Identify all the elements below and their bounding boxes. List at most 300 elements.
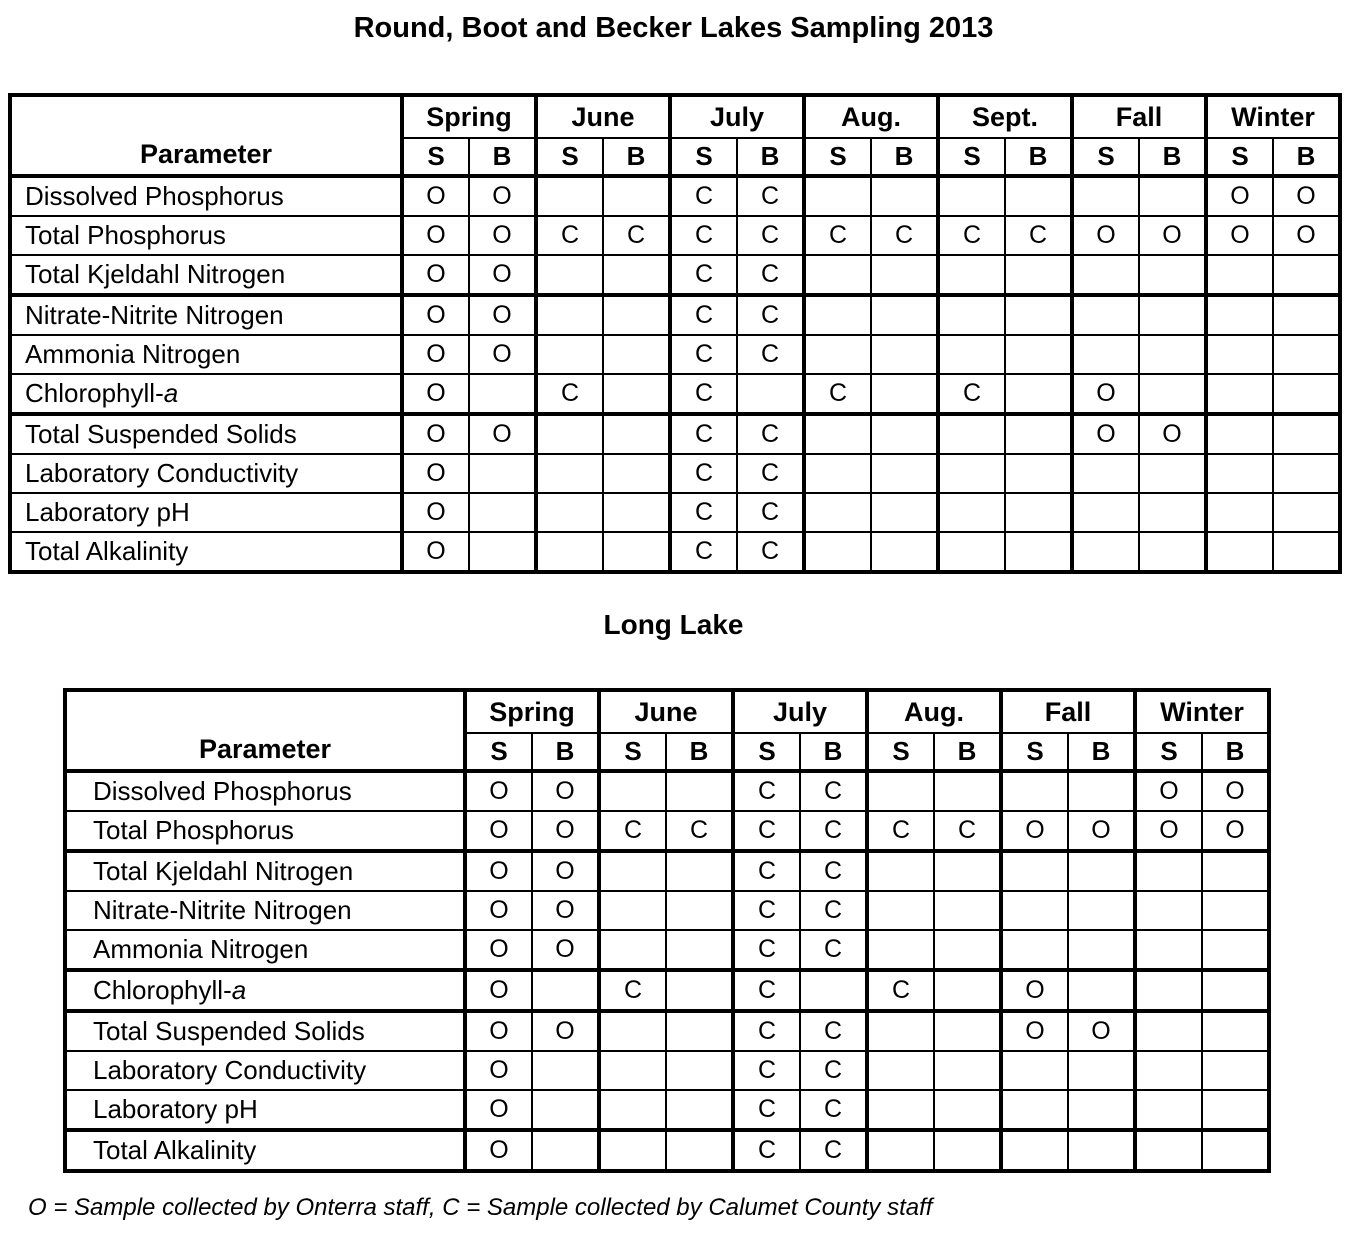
sample-cell [1202,1051,1269,1090]
sample-cell [1135,970,1202,1011]
sample-cell [1202,970,1269,1011]
sample-cell [1273,414,1340,454]
sample-cell: C [867,970,934,1011]
site-header: B [603,138,670,176]
parameter-row [10,335,1340,374]
sample-cell: C [670,374,737,414]
sample-cell [603,374,670,414]
sample-cell: C [603,216,670,255]
site-header: B [800,733,867,771]
sample-cell: O [1135,771,1202,811]
parameter-label: Chlorophyll-a [65,970,465,1011]
sample-cell [666,771,733,811]
sample-cell [469,454,536,493]
parameter-label: Total Alkalinity [65,1130,465,1171]
sample-cell [1139,374,1206,414]
sample-cell: O [469,295,536,335]
sample-cell [1072,295,1139,335]
sample-cell: C [800,891,867,930]
sample-cell: C [733,1011,800,1051]
sample-cell: O [469,216,536,255]
sample-cell [603,176,670,216]
sample-cell [867,1090,934,1130]
parameter-label: Ammonia Nitrogen [10,335,402,374]
sample-cell [938,295,1005,335]
site-header: S [1206,138,1273,176]
sample-cell [1135,1090,1202,1130]
sample-cell: O [532,891,599,930]
sample-cell [1135,1130,1202,1171]
parameter-row [10,414,1340,454]
sample-cell [1139,295,1206,335]
site-header: S [804,138,871,176]
sample-cell: C [599,811,666,851]
sample-cell [938,414,1005,454]
site-header: B [1202,733,1269,771]
sample-cell [1139,335,1206,374]
parameter-label: Total Kjeldahl Nitrogen [65,851,465,891]
sample-cell: O [402,255,469,295]
table-body [10,176,1340,572]
sample-cell [1139,532,1206,572]
parameter-label: Dissolved Phosphorus [65,771,465,811]
sample-cell: O [469,176,536,216]
sample-cell: O [402,216,469,255]
parameter-row [65,930,1269,970]
sample-cell: C [938,216,1005,255]
parameter-label: Laboratory pH [10,493,402,532]
sample-cell: O [1072,414,1139,454]
parameter-row [65,891,1269,930]
sample-cell: C [666,811,733,851]
parameter-label: Laboratory Conductivity [10,454,402,493]
sample-cell [666,970,733,1011]
sample-cell: O [1068,1011,1135,1051]
sample-cell: O [1072,374,1139,414]
table-body [65,771,1269,1171]
sample-cell [871,255,938,295]
sample-cell: C [733,970,800,1011]
sample-cell [934,1011,1001,1051]
sample-cell: C [599,970,666,1011]
sample-cell [1273,335,1340,374]
sample-cell [603,295,670,335]
sample-cell: O [402,176,469,216]
sample-cell: C [800,771,867,811]
sample-cell [666,1011,733,1051]
season-header: Aug. [804,95,938,138]
sample-cell [469,493,536,532]
sample-cell [867,1011,934,1051]
sample-cell: O [1202,811,1269,851]
round-boot-becker-sampling-table [8,93,1342,574]
sample-cell [1135,1011,1202,1051]
sample-cell: O [532,771,599,811]
sample-cell [1068,771,1135,811]
sample-cell [532,1130,599,1171]
sample-cell [1206,295,1273,335]
sample-cell [1001,1130,1068,1171]
sample-cell [666,891,733,930]
sample-cell [804,295,871,335]
sample-cell: C [867,811,934,851]
sample-cell [1068,970,1135,1011]
parameter-row [10,374,1340,414]
site-header: S [1072,138,1139,176]
sample-cell [804,176,871,216]
sample-cell: C [800,1051,867,1090]
sample-cell: C [737,255,804,295]
sample-cell [532,1090,599,1130]
sample-cell: O [532,1011,599,1051]
parameter-label: Laboratory Conductivity [65,1051,465,1090]
sample-cell: O [402,335,469,374]
sample-cell [1068,891,1135,930]
sample-cell: C [670,532,737,572]
season-header-row [65,690,1269,733]
sample-cell [1001,1090,1068,1130]
sample-cell [536,176,603,216]
sample-cell: C [737,216,804,255]
sample-cell: C [670,255,737,295]
sample-cell [1273,295,1340,335]
sample-cell: O [465,811,532,851]
sample-cell [871,493,938,532]
sample-cell: C [737,295,804,335]
site-header: B [1139,138,1206,176]
sample-cell [1001,891,1068,930]
parameter-row [65,970,1269,1011]
sample-cell: C [733,771,800,811]
season-header: June [536,95,670,138]
parameter-row [10,454,1340,493]
site-header: S [733,733,800,771]
sample-cell [867,1130,934,1171]
sample-cell [1273,255,1340,295]
parameter-label: Nitrate-Nitrite Nitrogen [10,295,402,335]
sample-cell: C [737,335,804,374]
sample-cell: C [800,1130,867,1171]
sample-cell [1202,1130,1269,1171]
sample-cell: C [804,374,871,414]
sample-cell: C [800,930,867,970]
site-header: S [670,138,737,176]
sample-cell: C [733,811,800,851]
sample-cell [1005,295,1072,335]
sample-cell [1072,454,1139,493]
site-header: B [737,138,804,176]
sample-cell: C [737,454,804,493]
sample-cell [1001,771,1068,811]
sample-cell [1068,1130,1135,1171]
sample-cell: O [402,295,469,335]
parameter-label: Ammonia Nitrogen [65,930,465,970]
sample-cell [1135,1051,1202,1090]
sample-cell [871,454,938,493]
sample-cell [1139,255,1206,295]
sample-cell: O [1001,1011,1068,1051]
long-lake-title: Long Lake [603,609,744,640]
sample-cell [1202,1011,1269,1051]
parameter-row [65,771,1269,811]
sample-cell: C [670,216,737,255]
sample-cell: C [1005,216,1072,255]
sample-cell [536,335,603,374]
parameter-label: Nitrate-Nitrite Nitrogen [65,891,465,930]
parameter-row [65,811,1269,851]
sample-cell: O [465,1090,532,1130]
sample-cell [599,851,666,891]
season-header: July [670,95,804,138]
site-header: S [938,138,1005,176]
parameter-label-italic-part: a [231,975,247,1005]
sample-cell [1139,176,1206,216]
sample-cell: C [536,216,603,255]
sample-cell [1072,255,1139,295]
sample-cell [934,891,1001,930]
sample-cell [1001,930,1068,970]
sample-cell: O [1206,176,1273,216]
sample-cell: O [402,454,469,493]
parameter-row [10,176,1340,216]
sample-cell: O [1001,811,1068,851]
sample-cell [737,374,804,414]
parameter-row [65,851,1269,891]
sample-cell [938,454,1005,493]
sample-cell: C [800,851,867,891]
site-header: B [871,138,938,176]
sample-cell [599,930,666,970]
sample-cell [469,374,536,414]
sample-cell [934,771,1001,811]
parameter-row [65,1011,1269,1051]
sample-cell [934,851,1001,891]
parameter-row [65,1090,1269,1130]
sample-cell [666,930,733,970]
site-header: B [1068,733,1135,771]
sample-cell [1068,1051,1135,1090]
sample-cell [804,493,871,532]
sample-cell [934,930,1001,970]
sample-cell: O [1139,216,1206,255]
sample-cell: C [737,532,804,572]
sample-cell: O [469,414,536,454]
parameter-row [65,1130,1269,1171]
parameter-row [10,295,1340,335]
sample-cell [804,532,871,572]
sample-cell: C [737,493,804,532]
season-header: Sept. [938,95,1072,138]
sample-cell [1139,493,1206,532]
sample-cell [1005,176,1072,216]
sample-cell [938,532,1005,572]
season-header: Winter [1135,690,1269,733]
sample-cell [1202,851,1269,891]
parameter-label: Dissolved Phosphorus [10,176,402,216]
sample-cell: C [804,216,871,255]
sample-cell [938,255,1005,295]
sample-cell: C [737,176,804,216]
sample-cell [867,1051,934,1090]
sample-cell [871,295,938,335]
sample-cell [938,335,1005,374]
sample-cell: O [532,811,599,851]
sample-cell [532,970,599,1011]
site-header: S [465,733,532,771]
sample-cell: C [670,335,737,374]
sample-cell: C [934,811,1001,851]
season-header: Aug. [867,690,1001,733]
sample-cell [1005,493,1072,532]
sample-cell [1206,335,1273,374]
sample-cell [599,771,666,811]
sample-cell [934,1090,1001,1130]
site-header: B [666,733,733,771]
sample-cell: O [1072,216,1139,255]
sample-cell: C [536,374,603,414]
sample-cell: O [465,1130,532,1171]
site-header: B [532,733,599,771]
sample-cell: O [465,851,532,891]
sample-cell [603,454,670,493]
sample-cell: O [402,374,469,414]
sample-cell [1273,374,1340,414]
parameter-label: Laboratory pH [65,1090,465,1130]
site-header: S [1001,733,1068,771]
parameter-label-italic-part: a [163,378,179,408]
season-header: Winter [1206,95,1340,138]
sample-cell: O [1139,414,1206,454]
sample-cell [800,970,867,1011]
sample-cell [1005,255,1072,295]
season-header: June [599,690,733,733]
sample-cell [1072,335,1139,374]
sample-cell [804,335,871,374]
sample-cell [871,335,938,374]
site-header: S [402,138,469,176]
site-header: S [536,138,603,176]
parameter-label: Total Suspended Solids [65,1011,465,1051]
sample-cell [1273,532,1340,572]
sample-cell: C [670,176,737,216]
parameter-row [65,1051,1269,1090]
sample-cell [934,1051,1001,1090]
sample-cell [1005,532,1072,572]
parameter-label: Total Suspended Solids [10,414,402,454]
sample-cell: O [402,532,469,572]
season-header: July [733,690,867,733]
sample-cell [603,493,670,532]
sample-cell: O [465,1051,532,1090]
parameter-row [10,216,1340,255]
sample-cell: O [532,851,599,891]
sample-cell [1068,930,1135,970]
sample-cell [599,1130,666,1171]
sample-cell: O [1273,216,1340,255]
sample-cell [1072,176,1139,216]
sample-cell [1206,493,1273,532]
sample-cell [1005,374,1072,414]
sample-cell: O [465,891,532,930]
table-header [10,95,1340,176]
season-header: Spring [465,690,599,733]
sample-cell: O [1068,811,1135,851]
sample-cell: C [800,811,867,851]
sample-cell [536,295,603,335]
sample-cell [1206,454,1273,493]
sample-cell: O [469,255,536,295]
sample-cell: C [670,295,737,335]
sample-cell [1139,454,1206,493]
sample-cell: O [532,930,599,970]
sample-cell: O [1001,970,1068,1011]
sample-cell [1273,493,1340,532]
sample-cell [469,532,536,572]
sample-cell [1005,335,1072,374]
sample-cell: O [402,414,469,454]
sample-cell: C [800,1090,867,1130]
sample-cell [867,771,934,811]
site-header: B [934,733,1001,771]
sample-cell: C [733,930,800,970]
sample-cell [938,176,1005,216]
sample-cell [536,493,603,532]
sample-cell: C [871,216,938,255]
parameter-row [10,532,1340,572]
sample-cell [536,454,603,493]
sample-cell [599,1051,666,1090]
sample-cell [867,891,934,930]
parameter-row [10,493,1340,532]
sample-cell: O [1135,811,1202,851]
sample-cell [599,1011,666,1051]
sample-cell [1202,891,1269,930]
sample-cell [1068,1090,1135,1130]
sample-cell [1273,454,1340,493]
season-header: Spring [402,95,536,138]
sample-cell [603,414,670,454]
sample-cell: C [733,1051,800,1090]
sample-cell [867,851,934,891]
sample-cell [934,970,1001,1011]
sample-cell: O [469,335,536,374]
sample-cell: O [1202,771,1269,811]
sample-cell [871,414,938,454]
season-header: Fall [1072,95,1206,138]
parameter-column-header: Parameter [65,690,465,771]
sample-cell: C [733,1090,800,1130]
sample-cell: C [670,454,737,493]
sample-cell [536,532,603,572]
parameter-label: Total Kjeldahl Nitrogen [10,255,402,295]
sample-cell [603,335,670,374]
sample-cell: O [465,1011,532,1051]
sample-cell [1135,930,1202,970]
site-header: S [1135,733,1202,771]
sample-cell: C [938,374,1005,414]
sample-cell [1135,851,1202,891]
parameter-label: Total Phosphorus [65,811,465,851]
sample-cell [871,176,938,216]
sample-cell [1135,891,1202,930]
sample-cell: O [465,970,532,1011]
parameter-label: Total Alkalinity [10,532,402,572]
sample-cell [1005,454,1072,493]
sample-cell [599,891,666,930]
sample-cell: C [670,414,737,454]
site-header: B [1273,138,1340,176]
long-lake-sampling-table [63,688,1271,1173]
